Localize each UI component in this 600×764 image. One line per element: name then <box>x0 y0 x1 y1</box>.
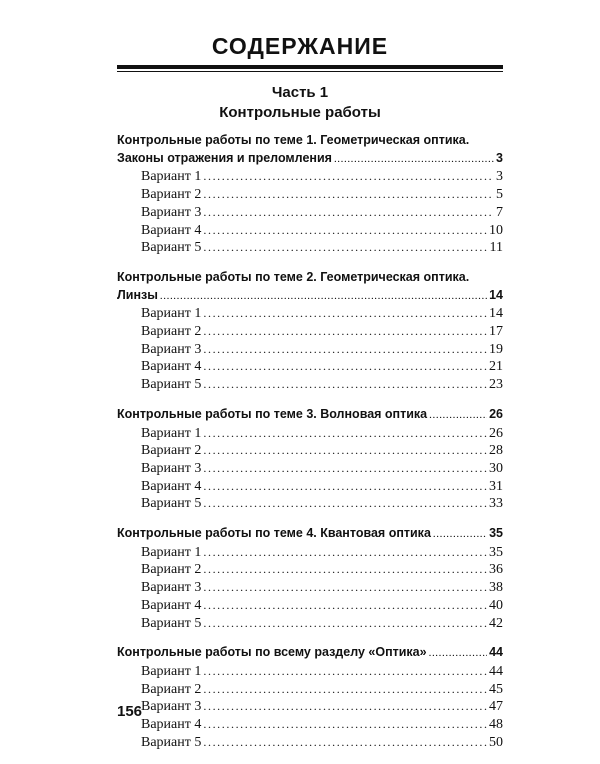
table-of-contents <box>117 132 503 764</box>
leader-dots <box>203 358 487 376</box>
toc-variant-label: Вариант 5 <box>141 734 202 750</box>
leader-dots <box>160 288 487 306</box>
toc-variant-label: Вариант 4 <box>141 478 202 494</box>
toc-variant-label: Вариант 1 <box>141 306 202 322</box>
toc-variant-label: Вариант 5 <box>141 615 202 631</box>
leader-dots <box>203 460 487 478</box>
toc-section-entry[interactable] <box>117 525 503 544</box>
toc-variant-entry[interactable] <box>117 716 503 734</box>
leader-dots <box>203 442 487 460</box>
toc-section-entry[interactable] <box>117 406 503 425</box>
leader-dots <box>203 376 487 394</box>
toc-variant-entry[interactable] <box>117 305 503 323</box>
page-title: СОДЕРЖАНИЕ <box>211 33 389 59</box>
toc-section <box>117 269 503 394</box>
toc-variant-label: Вариант 4 <box>141 597 202 613</box>
leader-dots <box>203 204 494 222</box>
toc-page-number: 3 <box>496 150 503 165</box>
toc-variant-entry[interactable] <box>117 222 503 240</box>
toc-variant-label: Вариант 3 <box>141 341 202 357</box>
toc-page-number: 3 <box>496 169 503 185</box>
toc-section-entry[interactable] <box>117 150 503 169</box>
leader-dots <box>429 645 488 663</box>
leader-dots <box>203 222 487 240</box>
toc-variant-entry[interactable] <box>117 663 503 681</box>
toc-page-number: 40 <box>489 597 503 613</box>
leader-dots <box>203 323 487 341</box>
toc-page-number: 35 <box>489 526 503 541</box>
leader-dots <box>203 239 487 257</box>
toc-variant-entry[interactable] <box>117 561 503 579</box>
toc-variant-label: Вариант 4 <box>141 359 202 375</box>
toc-variant-label: Вариант 2 <box>141 443 202 459</box>
toc-page-number: 21 <box>489 359 503 375</box>
leader-dots <box>429 407 487 425</box>
toc-section-entry[interactable] <box>117 644 503 663</box>
leader-dots <box>203 698 487 716</box>
toc-page-number: 48 <box>489 717 503 733</box>
toc-variant-entry[interactable] <box>117 478 503 496</box>
toc-page-number: 45 <box>489 681 503 697</box>
toc-page-number: 14 <box>489 287 503 302</box>
leader-dots <box>203 716 487 734</box>
toc-variant-label: Вариант 3 <box>141 580 202 596</box>
toc-variant-label: Вариант 4 <box>141 222 202 238</box>
toc-variant-entry[interactable] <box>117 358 503 376</box>
toc-section-heading: Линзы <box>117 287 158 302</box>
title-rule-thin <box>117 71 503 72</box>
toc-variant-entry[interactable] <box>117 204 503 222</box>
toc-page-number: 23 <box>489 377 503 393</box>
leader-dots <box>203 663 487 681</box>
part-subtitle: Контрольные работы <box>219 104 381 121</box>
toc-page-number: 7 <box>496 204 503 220</box>
toc-page-number: 44 <box>489 663 503 679</box>
toc-page-number: 10 <box>489 222 503 238</box>
toc-variant-label: Вариант 1 <box>141 169 202 185</box>
toc-variant-label: Вариант 1 <box>141 425 202 441</box>
toc-variant-entry[interactable] <box>117 186 503 204</box>
toc-variant-label: Вариант 2 <box>141 681 202 697</box>
leader-dots <box>203 186 494 204</box>
leader-dots <box>203 341 487 359</box>
toc-variant-entry[interactable] <box>117 698 503 716</box>
toc-page-number: 26 <box>489 406 503 421</box>
toc-section-heading: Законы отражения и преломления <box>117 150 332 165</box>
toc-page-number: 11 <box>489 240 503 256</box>
toc-page-number: 19 <box>489 341 503 357</box>
toc-variant-label: Вариант 1 <box>141 544 202 560</box>
leader-dots <box>203 579 487 597</box>
toc-section <box>117 132 503 257</box>
toc-section-heading: Контрольные работы по всему разделу «Оптика» <box>117 645 427 660</box>
leader-dots <box>203 478 487 496</box>
toc-page-number: 30 <box>489 460 503 476</box>
toc-page-number: 47 <box>489 699 503 715</box>
toc-variant-label: Вариант 4 <box>141 717 202 733</box>
toc-variant-entry[interactable] <box>117 376 503 394</box>
leader-dots <box>203 305 487 323</box>
leader-dots <box>203 425 487 443</box>
toc-variant-label: Вариант 2 <box>141 324 202 340</box>
toc-variant-label: Вариант 1 <box>141 663 202 679</box>
leader-dots <box>203 615 487 633</box>
leader-dots <box>433 526 487 544</box>
toc-variant-entry[interactable] <box>117 495 503 513</box>
toc-section <box>117 525 503 632</box>
toc-variant-entry[interactable] <box>117 597 503 615</box>
toc-variant-entry[interactable] <box>117 425 503 443</box>
toc-variant-label: Вариант 2 <box>141 562 202 578</box>
toc-page-number: 36 <box>489 562 503 578</box>
toc-page-number: 38 <box>489 580 503 596</box>
toc-variant-entry[interactable] <box>117 544 503 562</box>
toc-variant-entry[interactable] <box>117 460 503 478</box>
leader-dots <box>203 681 487 699</box>
toc-variant-label: Вариант 3 <box>141 204 202 220</box>
toc-variant-entry[interactable] <box>117 168 503 186</box>
title-rule-thick <box>117 65 503 69</box>
toc-page-number: 50 <box>489 734 503 750</box>
toc-variant-label: Вариант 5 <box>141 377 202 393</box>
toc-variant-entry[interactable] <box>117 341 503 359</box>
toc-page-number: 14 <box>489 306 503 322</box>
toc-page-number: 5 <box>496 187 503 203</box>
part-label: Часть 1 <box>271 84 329 101</box>
toc-variant-entry[interactable] <box>117 734 503 752</box>
toc-page-number: 44 <box>489 645 503 660</box>
leader-dots <box>203 544 487 562</box>
toc-variant-entry[interactable] <box>117 681 503 699</box>
leader-dots <box>203 597 487 615</box>
toc-section-heading: Контрольные работы по теме 4. Квантовая оптика <box>117 526 431 541</box>
toc-section-heading-line1: Контрольные работы по теме 2. Геометрическая оптика. <box>117 269 470 284</box>
toc-page-number: 31 <box>489 478 503 494</box>
toc-variant-label: Вариант 3 <box>141 460 202 476</box>
toc-section-heading: Контрольные работы по теме 3. Волновая оптика <box>117 406 428 421</box>
toc-variant-entry[interactable] <box>117 442 503 460</box>
toc-variant-entry[interactable] <box>117 323 503 341</box>
leader-dots <box>203 734 487 752</box>
toc-page-number: 28 <box>489 443 503 459</box>
toc-variant-label: Вариант 2 <box>141 187 202 203</box>
leader-dots <box>203 561 487 579</box>
toc-variant-label: Вариант 5 <box>141 496 202 512</box>
toc-page-number: 35 <box>489 544 503 560</box>
toc-section <box>117 644 503 751</box>
toc-variant-label: Вариант 5 <box>141 240 202 256</box>
toc-page-number: 26 <box>489 425 503 441</box>
toc-variant-entry[interactable] <box>117 239 503 257</box>
leader-dots <box>203 168 494 186</box>
leader-dots <box>203 495 487 513</box>
toc-section <box>117 406 503 513</box>
leader-dots <box>334 151 494 169</box>
toc-page-number: 17 <box>489 324 503 340</box>
toc-page-number: 33 <box>489 496 503 512</box>
toc-section-entry[interactable] <box>117 287 503 306</box>
toc-variant-entry[interactable] <box>117 615 503 633</box>
toc-variant-label: Вариант 3 <box>141 699 202 715</box>
page-number: 156 <box>117 703 143 720</box>
toc-section-heading-line1: Контрольные работы по теме 1. Геометрическая оптика. <box>117 133 470 147</box>
toc-variant-entry[interactable] <box>117 579 503 597</box>
toc-page-number: 42 <box>489 615 503 631</box>
